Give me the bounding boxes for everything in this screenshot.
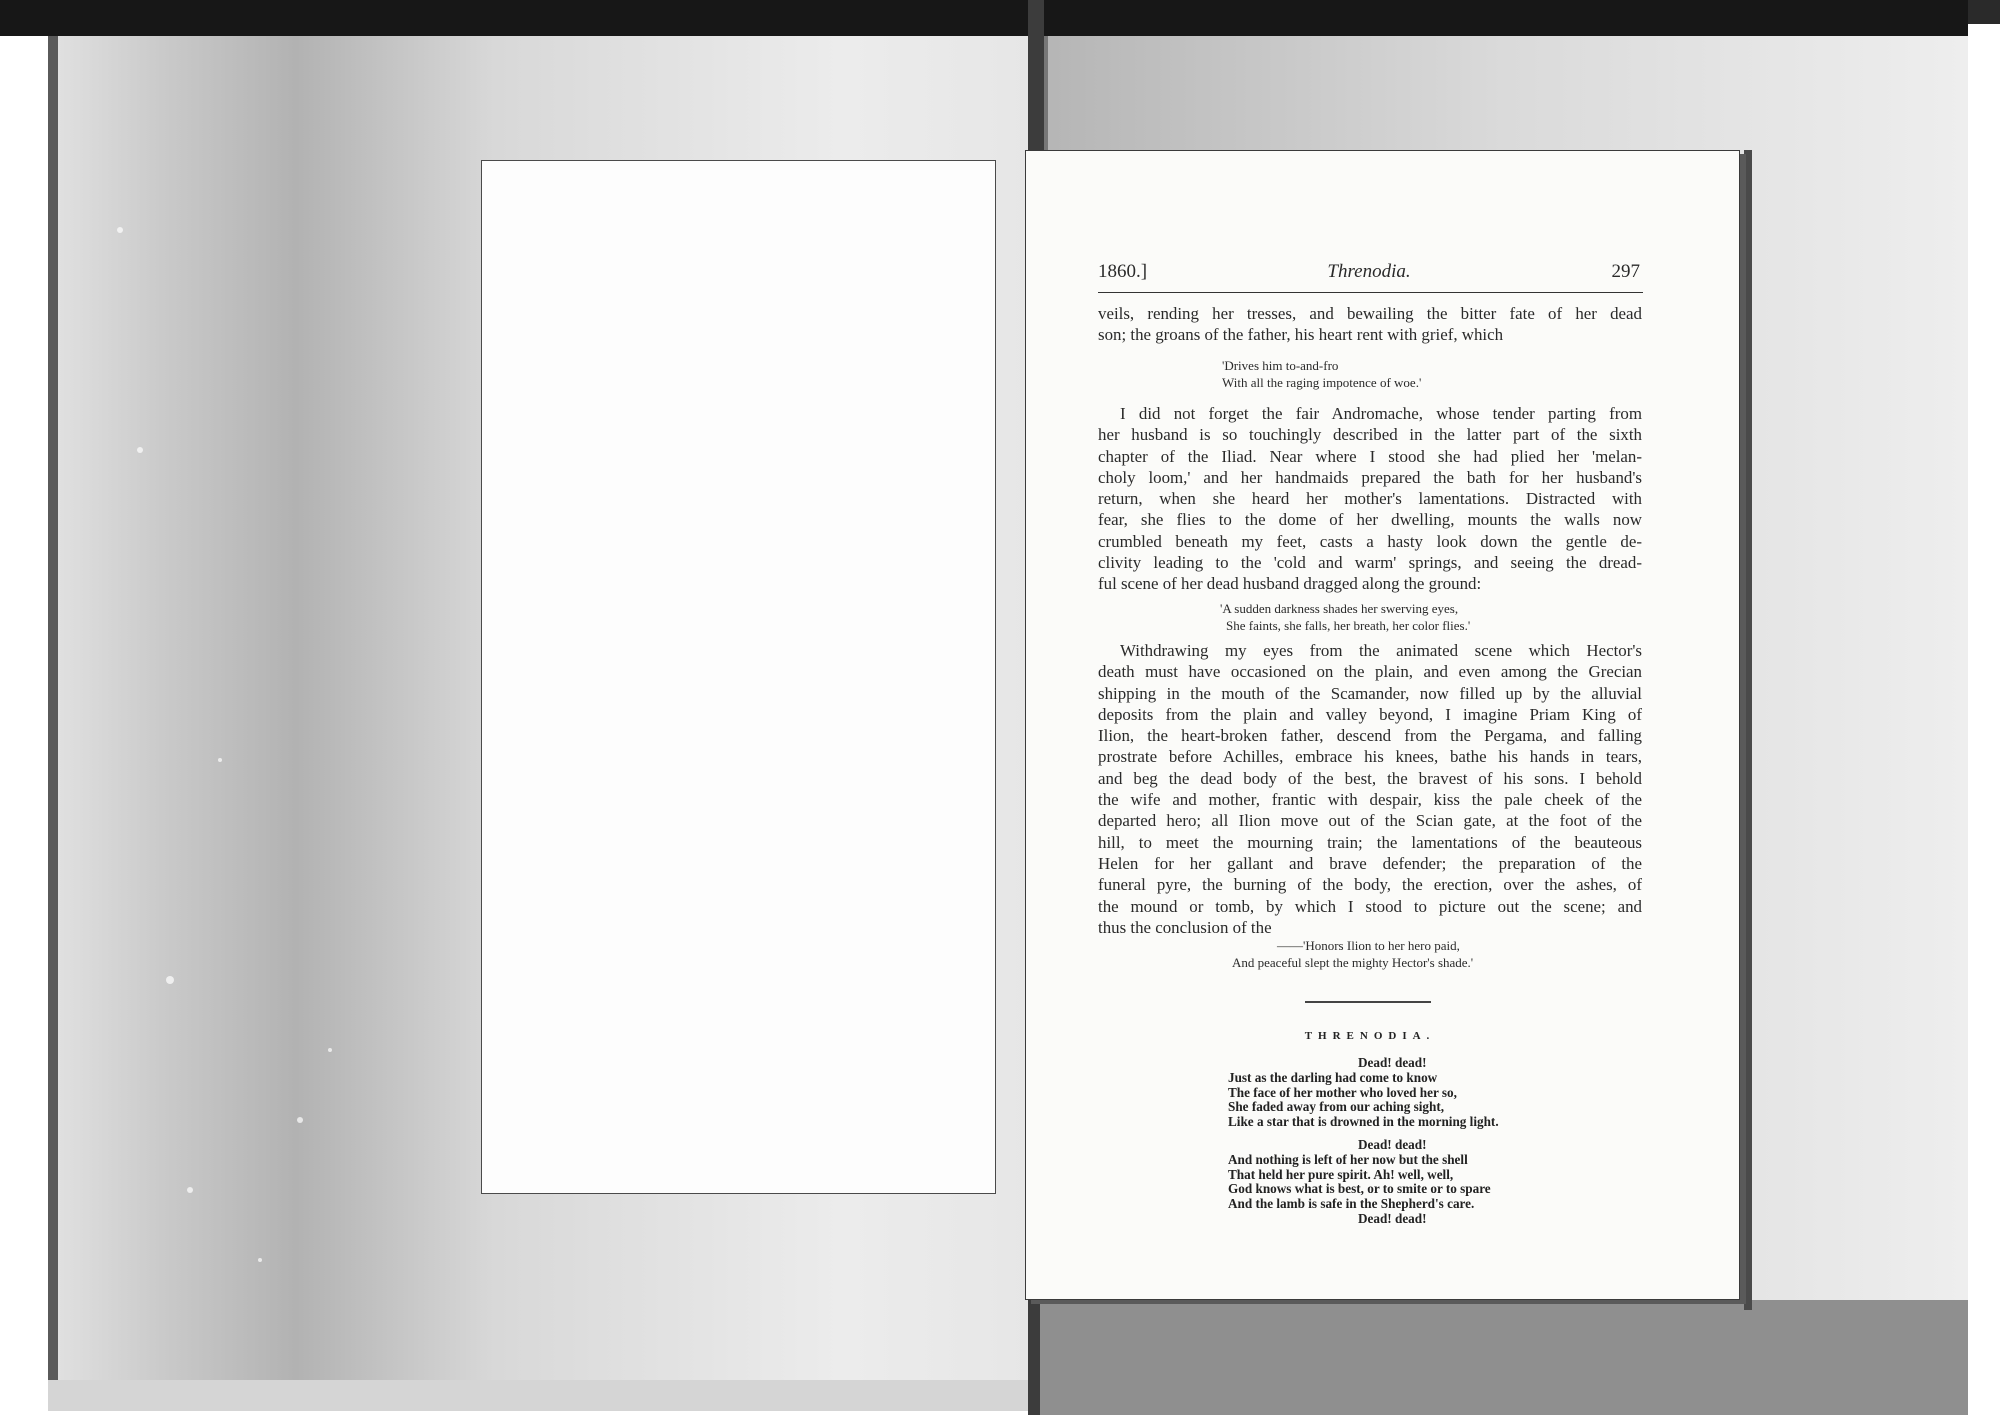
text-line: hill, to meet the mourning train; the lamentations of the beauteous (1098, 832, 1642, 852)
poem-line: Dead! dead! (1358, 1136, 1427, 1152)
text-line: fear, she flies to the dome of her dwelling, mounts the walls now (1098, 510, 1642, 530)
poem-line: God knows what is best, or to smite or to spare (1228, 1181, 1491, 1197)
poem-line: The face of her mother who loved her so, (1228, 1084, 1457, 1100)
quote-line: With all the raging impotence of woe.' (1222, 374, 1422, 390)
text-line: clivity leading to the 'cold and warm' springs, and seeing the dread- (1098, 553, 1642, 573)
poem-line: That held her pure spirit. Ah! well, well, (1228, 1166, 1454, 1182)
poem-line: Just as the darling had come to know (1228, 1069, 1438, 1085)
text-line: veils, rending her tresses, and bewailing the bitter fate of her dead (1098, 304, 1642, 323)
text-line: crumbled beneath my feet, casts a hasty look down the gentle de- (1098, 531, 1642, 551)
poem-line: Dead! dead! (1358, 1055, 1427, 1070)
quote-line: 'A sudden darkness shades her swerving eyes, (1220, 601, 1459, 616)
header-title: Threnodia. (1327, 261, 1411, 282)
quote-line: And peaceful slept the mighty Hector's shade.' (1232, 954, 1474, 970)
text-line: funeral pyre, the burning of the body, the erection, over the ashes, of (1098, 875, 1642, 895)
page-number: 297 (1611, 261, 1640, 282)
text-line: ful scene of her dead husband dragged along the ground: (1098, 574, 1482, 594)
text-line: I did not forget the fair Andromache, whose tender parting from (1120, 404, 1642, 423)
text-line: thus the conclusion of the (1098, 917, 1272, 937)
text-line: Withdrawing my eyes from the animated scene which Hector's (1120, 641, 1642, 660)
poem-title: THRENODIA. (1304, 1030, 1436, 1042)
text-line: her husband is so touchingly described in the latter part of the sixth (1098, 425, 1642, 445)
poem-line: And the lamb is safe in the Shepherd's care. (1228, 1196, 1475, 1212)
poem-line: Dead! dead! (1358, 1210, 1427, 1226)
quote-line: ——'Honors Ilion to her hero paid, (1277, 938, 1460, 953)
text-line: Ilion, the heart-broken father, descend from the Pergama, and falling (1098, 726, 1642, 746)
running-header (1098, 261, 1640, 287)
paragraph-withdrawing (1098, 640, 1642, 938)
text-line: choly loom,' and her handmaids prepared the bath for her husband's (1098, 467, 1642, 487)
quote-line: 'Drives him to-and-fro (1222, 358, 1339, 373)
header-year: 1860.] (1098, 261, 1148, 282)
paragraph-andromache (1098, 403, 1642, 595)
blank-left-page (481, 160, 996, 1194)
text-line: and beg the dead body of the best, the bravest of his sons. I behold (1098, 768, 1642, 788)
text-line: son; the groans of the father, his heart rent with grief, which (1098, 325, 1504, 345)
poem-line: She faded away from our aching sight, (1228, 1099, 1445, 1115)
text-line: chapter of the Iliad. Near where I stood she had plied her 'melan- (1098, 446, 1642, 466)
text-line: return, when she heard her mother's lamentations. Distracted with (1098, 489, 1642, 509)
poem-line: And nothing is left of her now but the shell (1228, 1151, 1468, 1167)
quote-sudden (1220, 601, 1470, 634)
text-line: deposits from the plain and valley beyond, I imagine Priam King of (1098, 704, 1642, 724)
poem-line: Like a star that is drowned in the morning light. (1228, 1114, 1499, 1130)
quote-honors (1232, 938, 1473, 971)
header-rule (1098, 292, 1643, 293)
text-line: shipping in the mouth of the Scamander, now filled up by the alluvial (1098, 683, 1642, 703)
text-line: the wife and mother, frantic with despair, kiss the pale cheek of the (1098, 790, 1642, 810)
text-line: prostrate before Achilles, embrace his knees, bathe his hands in tears, (1098, 747, 1642, 767)
text-line: Helen for her gallant and brave defender; the preparation of the (1098, 853, 1642, 873)
section-divider (1305, 1001, 1431, 1003)
text-line: death must have occasioned on the plain, and even among the Grecian (1098, 662, 1642, 682)
text-line: departed hero; all Ilion move out of the Scian gate, at the foot of the (1098, 811, 1642, 831)
opening-lines (1098, 303, 1642, 346)
poem-body (1228, 1056, 1499, 1227)
text-line: the mound or tomb, by which I stood to picture out the scene; and (1098, 896, 1642, 916)
quote-line: She faints, she falls, her breath, her color flies.' (1226, 617, 1471, 633)
quote-drives (1222, 358, 1421, 391)
